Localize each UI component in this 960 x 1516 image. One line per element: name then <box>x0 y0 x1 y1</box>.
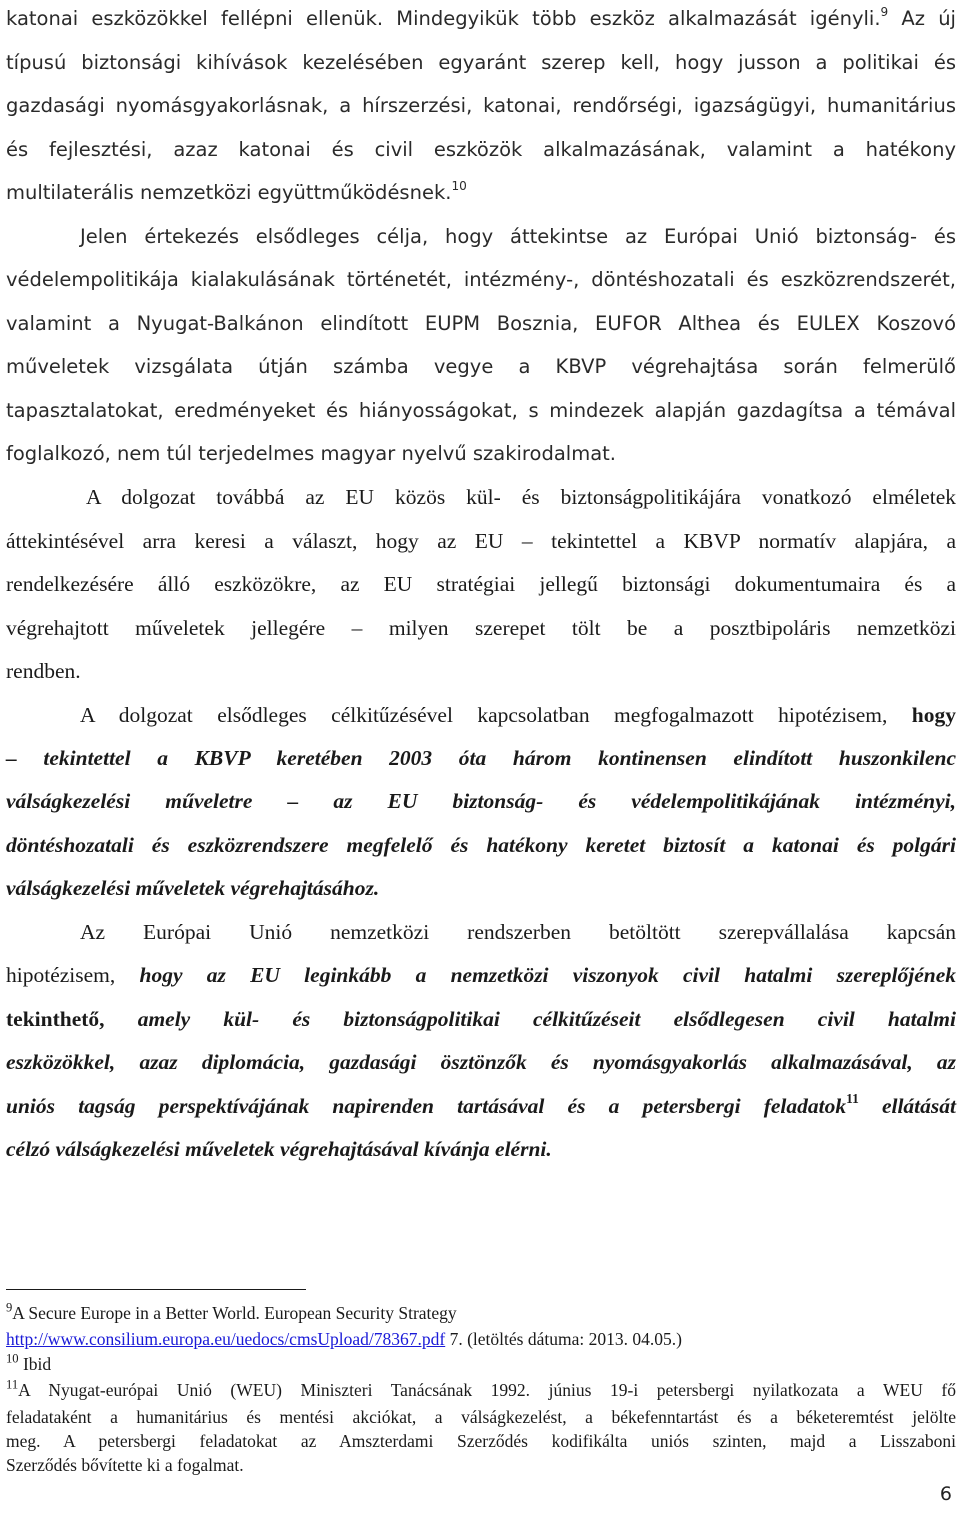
footnote-9 <box>6 1302 956 1324</box>
footnote-link[interactable]: http://www.consilium.europa.eu/uedocs/cmsUpload/78367.pdf <box>6 1329 446 1349</box>
footnote-11-line: meg. A petersbergi feladatokat az Amszterdami Szerződés kodifikálta uniós szinten, majd a Lisszaboni <box>6 1431 956 1451</box>
text-run: A dolgozat elsődleges célkitűzésével kapcsolatban megfogalmazott hipotézisem, <box>80 703 888 727</box>
footnote-number: 10 <box>6 1351 19 1366</box>
footnote-ref-10[interactable]: 10 <box>451 178 467 193</box>
paragraph-line: típusú biztonsági kihívások kezelésében egyaránt szerep kell, hogy jusson a politikai és <box>6 51 956 74</box>
paragraph-line: célzó válságkezelési műveletek végrehajtásával kívánja elérni. <box>6 1137 552 1161</box>
paragraph-line: Az Európai Unió nemzetközi rendszerben betöltött szerepvállalása kapcsán <box>80 920 956 944</box>
footnote-ref-9[interactable]: 9 <box>880 4 889 19</box>
text-run: katonai eszközökkel fellépni ellenük. Mindegyikük több eszköz alkalmazását igényli. <box>6 7 881 30</box>
paragraph-line: foglalkozó, nem túl terjedelmes magyar nyelvű szakirodalmat. <box>6 442 616 465</box>
paragraph-line: A dolgozat továbbá az EU közös kül- és biztonságpolitikájára vonatkozó elméletek <box>86 485 956 509</box>
paragraph-line: műveletek vizsgálata útján számba vegye a KBVP végrehajtása során felmerülő <box>6 355 956 378</box>
footnote-9-cont <box>6 1328 956 1350</box>
paragraph-line: válságkezelési műveletre – az EU biztonság- és védelempolitikájának intézményi, <box>6 789 956 813</box>
paragraph-line: rendben. <box>6 659 81 683</box>
paragraph-line <box>80 702 956 728</box>
paragraph-line <box>6 1006 956 1032</box>
paragraph-line <box>6 180 956 206</box>
paragraph-line <box>6 962 956 988</box>
paragraph-line <box>6 6 956 32</box>
paragraph-line: döntéshozatali és eszközrendszere megfelelő és hatékony keretet biztosít a katonai és polgári <box>6 833 956 857</box>
paragraph-line: eszközökkel, azaz diplomácia, gazdasági ösztönzők és nyomásgyakorlás alkalmazásával, az <box>6 1050 956 1074</box>
footnote-separator <box>6 1289 306 1290</box>
footnote-text: 7. (letöltés dátuma: 2013. 04.05.) <box>445 1329 682 1349</box>
text-run: Az új <box>901 7 956 30</box>
paragraph-line: válságkezelési műveletek végrehajtásához. <box>6 876 380 900</box>
paragraph-line <box>6 1093 956 1119</box>
paragraph-line: védelempolitikája kialakulásának történetét, intézmény-, döntéshozatali és eszközrendszerét, <box>6 268 956 291</box>
text-run-bold: tekinthető, <box>6 1007 105 1031</box>
paragraph-line: áttekintésével arra keresi a választ, hogy az EU – tekintettel a KBVP normatív alapjára, a <box>6 529 956 553</box>
footnote-11-line: Szerződés bővítette ki a fogalmat. <box>6 1455 244 1475</box>
text-run-bold-italic: uniós tagság perspektívájának napirenden tartásával és a petersbergi feladatok <box>6 1094 847 1118</box>
paragraph-line: tapasztalatokat, eredményeket és hiányosságokat, s mindezek alapján gazdagítsa a témával <box>6 399 956 422</box>
footnote-10 <box>6 1353 956 1375</box>
footnote-text: A Nyugat-európai Unió (WEU) Miniszteri Tanácsának 1992. június 19-i petersbergi nyilatkozata a WEU fő <box>18 1380 956 1400</box>
page-number: 6 <box>939 1483 952 1505</box>
text-run: multilaterális nemzetközi együttműködésnek. <box>6 181 452 204</box>
text-run-bold-italic: ellátását <box>881 1094 956 1118</box>
text-run-bold-italic: hogy az EU leginkább a nemzetközi viszonyok civil hatalmi szereplőjének <box>139 963 956 987</box>
paragraph-line: gazdasági nyomásgyakorlásnak, a hírszerzési, katonai, rendőrségi, igazságügyi, humanitárius <box>6 94 956 117</box>
footnote-text: Ibid <box>22 1354 52 1374</box>
paragraph-line: és fejlesztési, azaz katonai és civil eszközök alkalmazásának, valamint a hatékony <box>6 138 956 161</box>
footnote-ref-11[interactable]: 11 <box>846 1091 859 1107</box>
paragraph-line: valamint a Nyugat-Balkánon elindított EUPM Bosznia, EUFOR Althea és EULEX Koszovó <box>6 312 956 335</box>
text-run-bold: hogy <box>911 703 956 727</box>
footnote-11-line: feladataként a humanitárius és mentési akciókat, a válságkezelést, a békefenntartást és a béketeremtést jelölte <box>6 1407 956 1427</box>
paragraph-line: rendelkezésére álló eszközökre, az EU stratégiai jellegű biztonsági dokumentumaira és a <box>6 572 956 596</box>
footnote-number: 11 <box>6 1377 19 1392</box>
footnote-11 <box>6 1379 956 1401</box>
footnote-number: 9 <box>6 1300 13 1315</box>
paragraph-line: végrehajtott műveletek jellegére – milyen szerepet tölt be a posztbipoláris nemzetközi <box>6 616 956 640</box>
footnote-text: A Secure Europe in a Better World. European Security Strategy <box>12 1303 457 1323</box>
text-run: hipotézisem, <box>6 963 116 987</box>
paragraph-line: Jelen értekezés elsődleges célja, hogy áttekintse az Európai Unió biztonság- és <box>80 225 956 248</box>
paragraph-line: – tekintettel a KBVP keretében 2003 óta három kontinensen elindított huszonkilenc <box>6 746 956 770</box>
text-run-bold-italic: amely kül- és biztonságpolitikai célkitűzéseit elsődlegesen civil hatalmi <box>137 1007 957 1031</box>
